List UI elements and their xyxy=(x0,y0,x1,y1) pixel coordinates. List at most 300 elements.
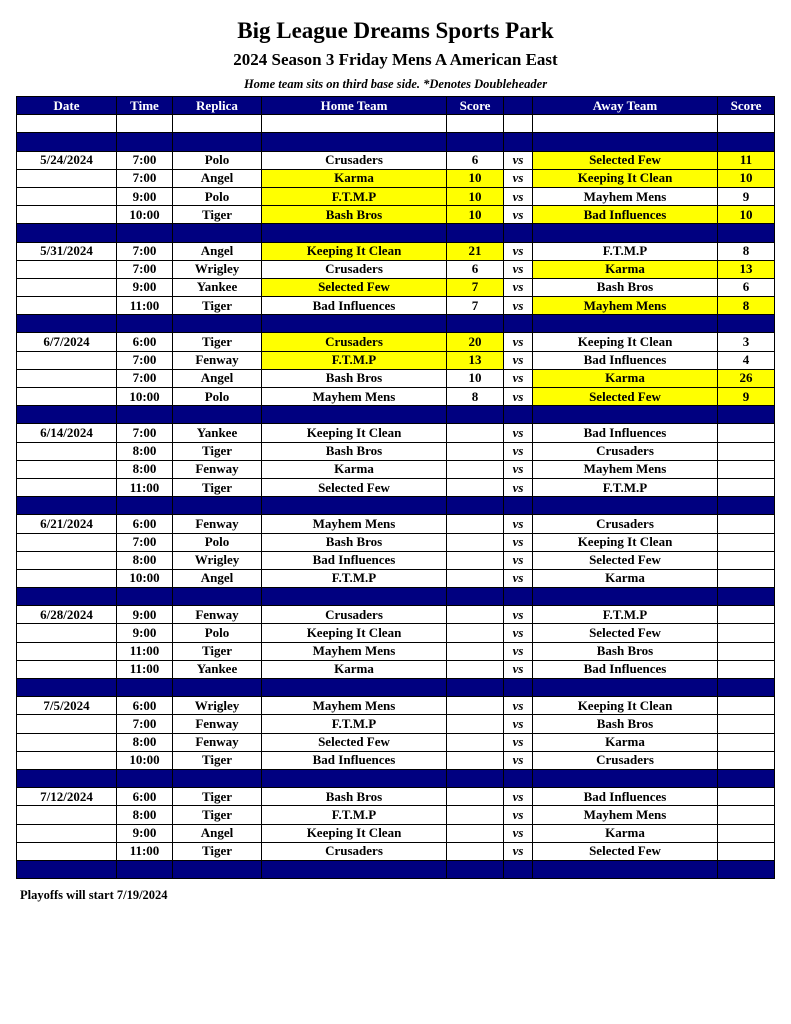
game-time: 7:00 xyxy=(117,151,173,169)
game-date-empty xyxy=(17,551,117,569)
game-field: Tiger xyxy=(173,806,262,824)
away-team: Karma xyxy=(533,369,718,387)
home-team: Karma xyxy=(262,660,447,678)
col-header-home-team: Home Team xyxy=(262,97,447,115)
page-note: Home team sits on third base side. *Denotes Doubleheader xyxy=(243,77,548,91)
game-row xyxy=(17,278,775,296)
away-team: Selected Few xyxy=(533,842,718,860)
away-team: Bash Bros xyxy=(533,715,718,733)
away-score xyxy=(718,733,775,751)
game-date-empty xyxy=(17,169,117,187)
game-field: Polo xyxy=(173,151,262,169)
home-team: Mayhem Mens xyxy=(262,697,447,715)
home-team: Selected Few xyxy=(262,733,447,751)
home-score xyxy=(447,806,504,824)
game-field: Yankee xyxy=(173,278,262,296)
away-score: 9 xyxy=(718,388,775,406)
game-time: 8:00 xyxy=(117,806,173,824)
game-date-empty xyxy=(17,478,117,496)
game-row xyxy=(17,260,775,278)
schedule-table xyxy=(16,96,775,879)
home-score xyxy=(447,551,504,569)
game-row xyxy=(17,169,775,187)
vs-label: vs xyxy=(504,460,533,478)
game-field: Angel xyxy=(173,569,262,587)
game-date-empty xyxy=(17,260,117,278)
game-field: Polo xyxy=(173,533,262,551)
away-team: F.T.M.P xyxy=(533,478,718,496)
vs-label: vs xyxy=(504,533,533,551)
home-team: F.T.M.P xyxy=(262,351,447,369)
away-score xyxy=(718,824,775,842)
game-time: 10:00 xyxy=(117,751,173,769)
game-date-empty xyxy=(17,388,117,406)
home-score: 7 xyxy=(447,297,504,315)
game-field: Angel xyxy=(173,169,262,187)
week-separator xyxy=(17,497,775,515)
vs-label: vs xyxy=(504,278,533,296)
home-score xyxy=(447,533,504,551)
game-row xyxy=(17,824,775,842)
game-time: 9:00 xyxy=(117,624,173,642)
vs-label: vs xyxy=(504,788,533,806)
game-field: Tiger xyxy=(173,842,262,860)
away-team: Mayhem Mens xyxy=(533,297,718,315)
vs-label: vs xyxy=(504,660,533,678)
home-score xyxy=(447,697,504,715)
game-row xyxy=(17,751,775,769)
home-team: Mayhem Mens xyxy=(262,642,447,660)
game-field: Tiger xyxy=(173,642,262,660)
home-score: 7 xyxy=(447,278,504,296)
game-row xyxy=(17,533,775,551)
game-field: Wrigley xyxy=(173,697,262,715)
game-date-empty xyxy=(17,369,117,387)
vs-label: vs xyxy=(504,169,533,187)
game-date-empty xyxy=(17,715,117,733)
away-score: 10 xyxy=(718,169,775,187)
vs-label: vs xyxy=(504,642,533,660)
game-field: Tiger xyxy=(173,333,262,351)
home-score xyxy=(447,751,504,769)
week-separator xyxy=(17,133,775,151)
game-row xyxy=(17,187,775,205)
game-row xyxy=(17,242,775,260)
home-score: 10 xyxy=(447,169,504,187)
game-row xyxy=(17,806,775,824)
home-team: F.T.M.P xyxy=(262,569,447,587)
away-team: F.T.M.P xyxy=(533,242,718,260)
away-team: Selected Few xyxy=(533,551,718,569)
game-date-empty xyxy=(17,842,117,860)
vs-label: vs xyxy=(504,569,533,587)
home-team: Bad Influences xyxy=(262,751,447,769)
game-date-empty xyxy=(17,642,117,660)
game-time: 10:00 xyxy=(117,388,173,406)
vs-label: vs xyxy=(504,715,533,733)
week-separator xyxy=(17,679,775,697)
week-separator xyxy=(17,406,775,424)
game-time: 9:00 xyxy=(117,278,173,296)
game-field: Polo xyxy=(173,624,262,642)
home-team: Bash Bros xyxy=(262,533,447,551)
away-team: F.T.M.P xyxy=(533,606,718,624)
game-time: 9:00 xyxy=(117,187,173,205)
game-row xyxy=(17,351,775,369)
vs-label: vs xyxy=(504,333,533,351)
away-team: Bash Bros xyxy=(533,278,718,296)
home-team: Crusaders xyxy=(262,606,447,624)
blank-row xyxy=(17,115,775,133)
away-team: Karma xyxy=(533,260,718,278)
game-row xyxy=(17,388,775,406)
home-score: 10 xyxy=(447,187,504,205)
home-score: 10 xyxy=(447,206,504,224)
home-team: Keeping It Clean xyxy=(262,624,447,642)
col-header-away-team: Away Team xyxy=(533,97,718,115)
col-header-date: Date xyxy=(17,97,117,115)
game-field: Fenway xyxy=(173,460,262,478)
away-score xyxy=(718,715,775,733)
game-row xyxy=(17,478,775,496)
home-team: Selected Few xyxy=(262,278,447,296)
game-time: 7:00 xyxy=(117,533,173,551)
game-time: 8:00 xyxy=(117,551,173,569)
home-team: Bad Influences xyxy=(262,551,447,569)
game-row xyxy=(17,297,775,315)
vs-label: vs xyxy=(504,442,533,460)
away-team: Selected Few xyxy=(533,388,718,406)
vs-label: vs xyxy=(504,733,533,751)
home-team: Crusaders xyxy=(262,333,447,351)
away-team: Crusaders xyxy=(533,751,718,769)
game-time: 7:00 xyxy=(117,369,173,387)
home-team: Karma xyxy=(262,169,447,187)
home-score xyxy=(447,478,504,496)
game-field: Angel xyxy=(173,824,262,842)
game-field: Tiger xyxy=(173,442,262,460)
home-team: Karma xyxy=(262,460,447,478)
home-score xyxy=(447,842,504,860)
game-date-empty xyxy=(17,660,117,678)
game-field: Angel xyxy=(173,369,262,387)
game-time: 9:00 xyxy=(117,606,173,624)
home-score xyxy=(447,642,504,660)
game-row xyxy=(17,697,775,715)
home-score: 8 xyxy=(447,388,504,406)
game-time: 7:00 xyxy=(117,169,173,187)
away-score xyxy=(718,642,775,660)
game-date-empty xyxy=(17,351,117,369)
home-team: Mayhem Mens xyxy=(262,388,447,406)
away-score xyxy=(718,624,775,642)
game-time: 7:00 xyxy=(117,260,173,278)
away-score: 11 xyxy=(718,151,775,169)
game-row xyxy=(17,515,775,533)
game-field: Fenway xyxy=(173,733,262,751)
away-score xyxy=(718,788,775,806)
game-time: 8:00 xyxy=(117,460,173,478)
home-score: 13 xyxy=(447,351,504,369)
game-field: Polo xyxy=(173,388,262,406)
week-separator xyxy=(17,588,775,606)
away-score: 9 xyxy=(718,187,775,205)
schedule-body xyxy=(17,115,775,879)
away-score: 26 xyxy=(718,369,775,387)
game-date-empty xyxy=(17,278,117,296)
away-score xyxy=(718,533,775,551)
away-score xyxy=(718,697,775,715)
game-field: Tiger xyxy=(173,478,262,496)
vs-label: vs xyxy=(504,697,533,715)
away-score xyxy=(718,842,775,860)
game-time: 10:00 xyxy=(117,206,173,224)
game-row xyxy=(17,333,775,351)
game-row xyxy=(17,624,775,642)
game-time: 8:00 xyxy=(117,733,173,751)
vs-label: vs xyxy=(504,515,533,533)
vs-label: vs xyxy=(504,606,533,624)
game-row xyxy=(17,424,775,442)
home-team: F.T.M.P xyxy=(262,187,447,205)
home-team: Crusaders xyxy=(262,842,447,860)
away-team: Crusaders xyxy=(533,442,718,460)
home-team: Keeping It Clean xyxy=(262,424,447,442)
week-separator xyxy=(17,315,775,333)
page-title: Big League Dreams Sports Park xyxy=(237,18,554,43)
game-date-empty xyxy=(17,442,117,460)
game-row xyxy=(17,733,775,751)
home-score: 10 xyxy=(447,369,504,387)
home-score xyxy=(447,715,504,733)
home-team: Bash Bros xyxy=(262,369,447,387)
game-time: 7:00 xyxy=(117,351,173,369)
home-team: Crusaders xyxy=(262,260,447,278)
home-team: Mayhem Mens xyxy=(262,515,447,533)
game-field: Polo xyxy=(173,187,262,205)
home-score xyxy=(447,624,504,642)
game-date-empty xyxy=(17,460,117,478)
game-date-empty xyxy=(17,569,117,587)
away-score xyxy=(718,460,775,478)
game-date-empty xyxy=(17,824,117,842)
game-field: Tiger xyxy=(173,297,262,315)
game-date-empty xyxy=(17,206,117,224)
game-row xyxy=(17,442,775,460)
game-row xyxy=(17,569,775,587)
game-date: 7/5/2024 xyxy=(17,697,117,715)
home-team: Crusaders xyxy=(262,151,447,169)
game-time: 6:00 xyxy=(117,697,173,715)
col-header-away-score: Score xyxy=(718,97,775,115)
game-time: 11:00 xyxy=(117,660,173,678)
game-time: 7:00 xyxy=(117,242,173,260)
away-team: Mayhem Mens xyxy=(533,460,718,478)
away-score: 13 xyxy=(718,260,775,278)
game-time: 11:00 xyxy=(117,478,173,496)
away-score xyxy=(718,478,775,496)
week-separator xyxy=(17,224,775,242)
away-score xyxy=(718,751,775,769)
home-score xyxy=(447,442,504,460)
game-time: 10:00 xyxy=(117,569,173,587)
away-team: Mayhem Mens xyxy=(533,806,718,824)
col-header-replica: Replica xyxy=(173,97,262,115)
playoffs-note: Playoffs will start 7/19/2024 xyxy=(20,888,168,902)
away-score: 6 xyxy=(718,278,775,296)
game-field: Tiger xyxy=(173,788,262,806)
away-score: 10 xyxy=(718,206,775,224)
game-row xyxy=(17,460,775,478)
vs-label: vs xyxy=(504,824,533,842)
game-date-empty xyxy=(17,187,117,205)
away-score: 8 xyxy=(718,297,775,315)
away-team: Bad Influences xyxy=(533,424,718,442)
game-row xyxy=(17,715,775,733)
vs-label: vs xyxy=(504,351,533,369)
away-team: Selected Few xyxy=(533,624,718,642)
away-score: 4 xyxy=(718,351,775,369)
game-row xyxy=(17,842,775,860)
game-row xyxy=(17,642,775,660)
vs-label: vs xyxy=(504,151,533,169)
home-score: 20 xyxy=(447,333,504,351)
game-date-empty xyxy=(17,806,117,824)
game-time: 6:00 xyxy=(117,333,173,351)
game-date: 6/28/2024 xyxy=(17,606,117,624)
away-team: Selected Few xyxy=(533,151,718,169)
game-time: 11:00 xyxy=(117,297,173,315)
home-team: Bash Bros xyxy=(262,442,447,460)
away-team: Bash Bros xyxy=(533,642,718,660)
week-separator xyxy=(17,769,775,787)
col-header-vs xyxy=(504,97,533,115)
away-team: Crusaders xyxy=(533,515,718,533)
home-score xyxy=(447,606,504,624)
vs-label: vs xyxy=(504,388,533,406)
game-date-empty xyxy=(17,297,117,315)
home-team: F.T.M.P xyxy=(262,806,447,824)
game-date: 7/12/2024 xyxy=(17,788,117,806)
home-team: Keeping It Clean xyxy=(262,824,447,842)
home-team: F.T.M.P xyxy=(262,715,447,733)
away-team: Karma xyxy=(533,733,718,751)
away-team: Bad Influences xyxy=(533,351,718,369)
game-field: Wrigley xyxy=(173,260,262,278)
game-time: 7:00 xyxy=(117,424,173,442)
header-row xyxy=(17,97,775,115)
away-team: Bad Influences xyxy=(533,206,718,224)
away-team: Bad Influences xyxy=(533,660,718,678)
game-field: Fenway xyxy=(173,606,262,624)
home-score xyxy=(447,569,504,587)
vs-label: vs xyxy=(504,806,533,824)
game-date: 6/14/2024 xyxy=(17,424,117,442)
home-score xyxy=(447,660,504,678)
away-score xyxy=(718,515,775,533)
vs-label: vs xyxy=(504,842,533,860)
vs-label: vs xyxy=(504,369,533,387)
away-score xyxy=(718,806,775,824)
vs-label: vs xyxy=(504,187,533,205)
away-team: Mayhem Mens xyxy=(533,187,718,205)
game-field: Tiger xyxy=(173,751,262,769)
game-date-empty xyxy=(17,624,117,642)
game-time: 7:00 xyxy=(117,715,173,733)
away-team: Karma xyxy=(533,569,718,587)
home-team: Bash Bros xyxy=(262,788,447,806)
game-time: 11:00 xyxy=(117,842,173,860)
vs-label: vs xyxy=(504,624,533,642)
game-date-empty xyxy=(17,733,117,751)
vs-label: vs xyxy=(504,751,533,769)
game-row xyxy=(17,369,775,387)
game-time: 11:00 xyxy=(117,642,173,660)
game-field: Wrigley xyxy=(173,551,262,569)
vs-label: vs xyxy=(504,551,533,569)
home-score xyxy=(447,733,504,751)
vs-label: vs xyxy=(504,206,533,224)
home-team: Bad Influences xyxy=(262,297,447,315)
game-field: Fenway xyxy=(173,351,262,369)
away-team: Keeping It Clean xyxy=(533,333,718,351)
vs-label: vs xyxy=(504,297,533,315)
away-score xyxy=(718,442,775,460)
home-score xyxy=(447,460,504,478)
game-row xyxy=(17,606,775,624)
game-field: Fenway xyxy=(173,515,262,533)
game-time: 8:00 xyxy=(117,442,173,460)
game-date: 6/7/2024 xyxy=(17,333,117,351)
away-team: Bad Influences xyxy=(533,788,718,806)
game-row xyxy=(17,551,775,569)
game-field: Tiger xyxy=(173,206,262,224)
game-date: 5/31/2024 xyxy=(17,242,117,260)
home-score xyxy=(447,824,504,842)
away-score xyxy=(718,569,775,587)
home-team: Bash Bros xyxy=(262,206,447,224)
game-row xyxy=(17,660,775,678)
home-score xyxy=(447,515,504,533)
home-team: Keeping It Clean xyxy=(262,242,447,260)
away-score xyxy=(718,424,775,442)
game-date: 5/24/2024 xyxy=(17,151,117,169)
game-row xyxy=(17,788,775,806)
game-row xyxy=(17,151,775,169)
home-score xyxy=(447,788,504,806)
vs-label: vs xyxy=(504,242,533,260)
away-team: Keeping It Clean xyxy=(533,169,718,187)
away-team: Keeping It Clean xyxy=(533,533,718,551)
game-time: 6:00 xyxy=(117,515,173,533)
away-team: Karma xyxy=(533,824,718,842)
vs-label: vs xyxy=(504,260,533,278)
game-field: Fenway xyxy=(173,715,262,733)
game-field: Yankee xyxy=(173,660,262,678)
game-field: Yankee xyxy=(173,424,262,442)
home-score: 6 xyxy=(447,151,504,169)
page-subtitle: 2024 Season 3 Friday Mens A American East xyxy=(233,50,558,69)
game-date-empty xyxy=(17,751,117,769)
away-score xyxy=(718,660,775,678)
vs-label: vs xyxy=(504,478,533,496)
game-date-empty xyxy=(17,533,117,551)
game-date: 6/21/2024 xyxy=(17,515,117,533)
home-score: 6 xyxy=(447,260,504,278)
col-header-time: Time xyxy=(117,97,173,115)
away-score: 8 xyxy=(718,242,775,260)
game-time: 9:00 xyxy=(117,824,173,842)
